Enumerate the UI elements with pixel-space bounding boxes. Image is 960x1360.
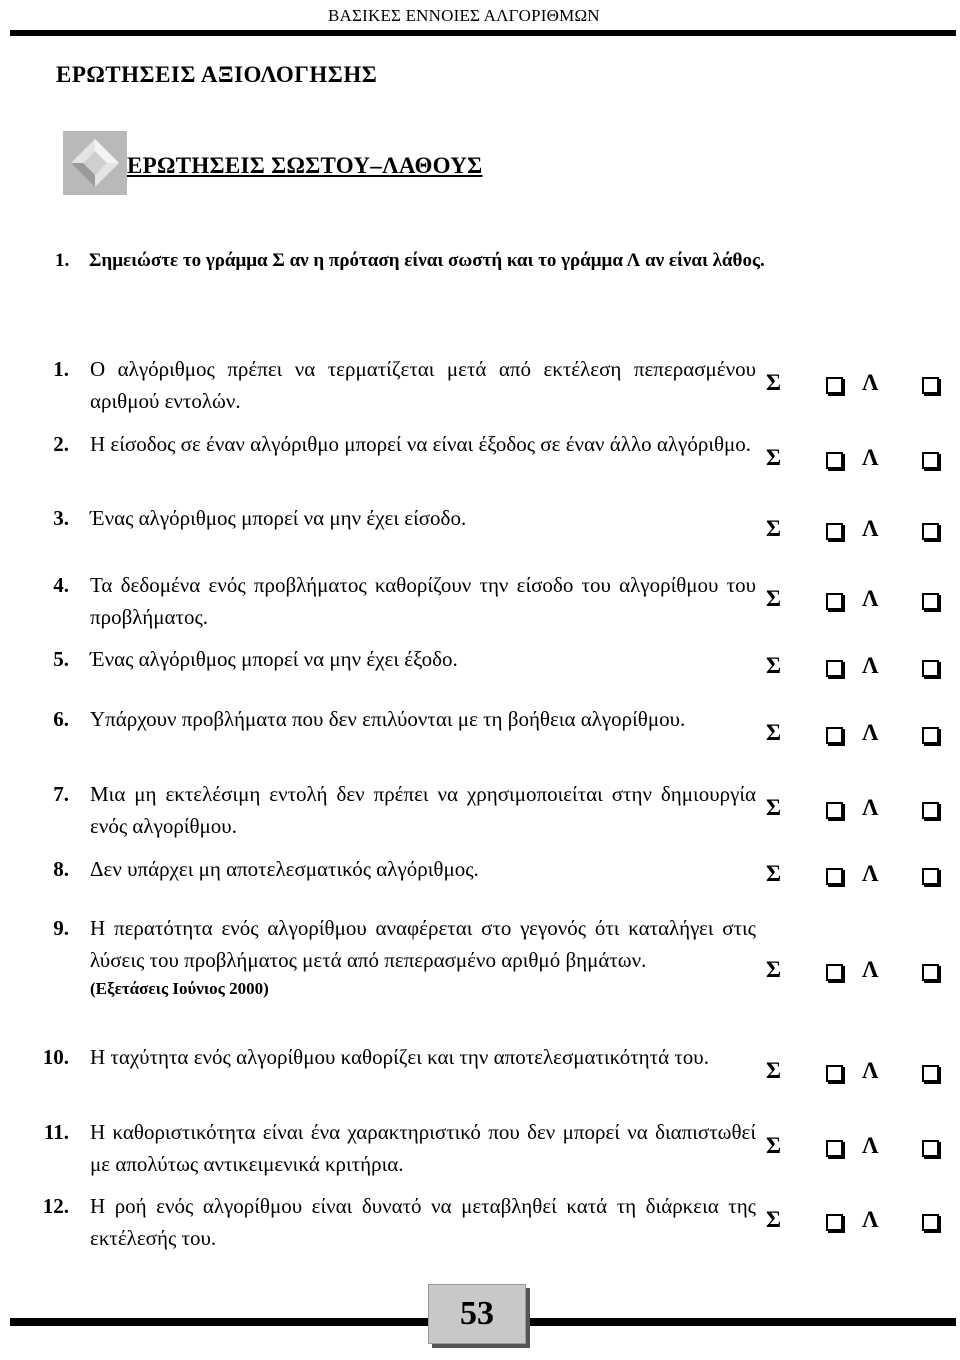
question-item xyxy=(36,502,756,534)
answer-choices xyxy=(766,445,940,475)
true-label: Σ xyxy=(766,445,782,470)
true-checkbox[interactable] xyxy=(826,727,843,744)
answer-choices xyxy=(766,516,940,546)
true-checkbox[interactable] xyxy=(826,1140,843,1157)
false-checkbox[interactable] xyxy=(922,660,939,677)
question-item xyxy=(36,569,756,633)
true-label: Σ xyxy=(766,957,782,982)
question-number: 7. xyxy=(53,782,69,806)
question-number: 1. xyxy=(53,357,69,381)
question-text: Τα δεδομένα ενός προβλήματος καθορίζουν την είσοδο του αλγορίθμου του προβλήματος. xyxy=(90,573,756,629)
true-checkbox[interactable] xyxy=(826,660,843,677)
true-label: Σ xyxy=(766,370,782,395)
question-item xyxy=(36,428,756,460)
false-checkbox[interactable] xyxy=(922,964,939,981)
diamond-icon xyxy=(63,131,127,195)
false-checkbox[interactable] xyxy=(922,593,939,610)
question-item xyxy=(36,643,756,675)
true-checkbox[interactable] xyxy=(826,377,843,394)
answer-choices xyxy=(766,1133,940,1163)
true-checkbox[interactable] xyxy=(826,868,843,885)
false-label: Λ xyxy=(862,720,879,745)
false-label: Λ xyxy=(862,516,879,541)
answer-choices xyxy=(766,861,940,891)
true-label: Σ xyxy=(766,516,782,541)
answer-choices xyxy=(766,1207,940,1237)
false-checkbox[interactable] xyxy=(922,1065,939,1082)
question-note: (Εξετάσεις Ιούνιος 2000) xyxy=(90,979,269,998)
question-number: 4. xyxy=(53,573,69,597)
true-label: Σ xyxy=(766,795,782,820)
false-checkbox[interactable] xyxy=(922,868,939,885)
question-number: 5. xyxy=(53,647,69,671)
true-checkbox[interactable] xyxy=(826,1214,843,1231)
false-label: Λ xyxy=(862,1133,879,1158)
true-label: Σ xyxy=(766,1133,782,1158)
question-item xyxy=(36,1190,756,1254)
question-number: 6. xyxy=(53,707,69,731)
true-label: Σ xyxy=(766,861,782,886)
answer-choices xyxy=(766,795,940,825)
question-number: 10. xyxy=(42,1045,69,1069)
false-checkbox[interactable] xyxy=(922,1140,939,1157)
instruction-text: Σημειώστε το γράμμα Σ αν η πρόταση είναι σωστή και το γράμμα Λ αν είναι λάθος. xyxy=(89,250,765,271)
false-label: Λ xyxy=(862,795,879,820)
question-item xyxy=(36,703,756,735)
false-label: Λ xyxy=(862,445,879,470)
false-checkbox[interactable] xyxy=(922,802,939,819)
section-title: ΕΡΩΤΗΣΕΙΣ ΑΞΙΟΛΟΓΗΣΗΣ xyxy=(56,62,378,87)
answer-choices xyxy=(766,957,940,987)
running-header: ΒΑΣΙΚΕΣ ΕΝΝΟΙΕΣ ΑΛΓΟΡΙΘΜΩΝ xyxy=(328,6,600,25)
question-text: Ένας αλγόριθμος μπορεί να μην έχει είσοδο. xyxy=(90,506,467,530)
false-checkbox[interactable] xyxy=(922,523,939,540)
question-text: Η περατότητα ενός αλγορίθμου αναφέρεται στο γεγονός ότι καταλήγει στις λύσεις του προβλήματος μετά από πεπερασμένο αριθμό βημάτων. xyxy=(90,916,756,972)
false-label: Λ xyxy=(862,1058,879,1083)
question-number: 9. xyxy=(53,916,69,940)
question-text: Η ταχύτητα ενός αλγορίθμου καθορίζει και την αποτελεσματικότητά του. xyxy=(90,1045,709,1069)
true-label: Σ xyxy=(766,653,782,678)
instruction xyxy=(55,250,765,272)
false-label: Λ xyxy=(862,861,879,886)
page-number: 53 xyxy=(428,1284,526,1344)
question-number: 8. xyxy=(53,857,69,881)
instruction-number: 1. xyxy=(55,250,70,271)
false-label: Λ xyxy=(862,586,879,611)
answer-choices xyxy=(766,720,940,750)
question-item xyxy=(36,1116,756,1180)
subsection-title: ΕΡΩΤΗΣΕΙΣ ΣΩΣΤΟΥ–ΛΑΘΟΥΣ xyxy=(127,153,483,178)
question-number: 11. xyxy=(43,1120,69,1144)
question-item xyxy=(36,912,756,1002)
question-item xyxy=(36,853,756,885)
true-label: Σ xyxy=(766,586,782,611)
question-text: Μια μη εκτελέσιμη εντολή δεν πρέπει να χρησιμοποιείται στην δημιουργία ενός αλγορίθμου. xyxy=(90,782,756,838)
false-label: Λ xyxy=(862,957,879,982)
question-text: Δεν υπάρχει μη αποτελεσματικός αλγόριθμος. xyxy=(90,857,479,881)
answer-choices xyxy=(766,653,940,683)
question-text: Υπάρχουν προβλήματα που δεν επιλύονται με τη βοήθεια αλγορίθμου. xyxy=(90,707,686,731)
false-checkbox[interactable] xyxy=(922,452,939,469)
true-checkbox[interactable] xyxy=(826,593,843,610)
question-item xyxy=(36,353,756,417)
question-number: 12. xyxy=(42,1194,69,1218)
true-checkbox[interactable] xyxy=(826,802,843,819)
question-item xyxy=(36,1041,756,1073)
question-text: Ένας αλγόριθμος μπορεί να μην έχει έξοδο. xyxy=(90,647,458,671)
question-text: Η ροή ενός αλγορίθμου είναι δυνατό να μεταβληθεί κατά τη διάρκεια της εκτέλεσής του. xyxy=(90,1194,756,1250)
false-checkbox[interactable] xyxy=(922,377,939,394)
answer-choices xyxy=(766,370,940,400)
true-label: Σ xyxy=(766,720,782,745)
true-label: Σ xyxy=(766,1207,782,1232)
question-text: Η καθοριστικότητα είναι ένα χαρακτηριστικό που δεν μπορεί να διαπιστωθεί με απολύτως αντικειμενικά κριτήρια. xyxy=(90,1120,756,1176)
false-label: Λ xyxy=(862,370,879,395)
answer-choices xyxy=(766,1058,940,1088)
false-checkbox[interactable] xyxy=(922,1214,939,1231)
question-number: 3. xyxy=(53,506,69,530)
question-number: 2. xyxy=(53,432,69,456)
answer-choices xyxy=(766,586,940,616)
top-rule xyxy=(10,30,956,36)
question-text: Ο αλγόριθμος πρέπει να τερματίζεται μετά από εκτέλεση πεπερασμένου αριθμού εντολών. xyxy=(90,357,756,413)
question-text: Η είσοδος σε έναν αλγόριθμο μπορεί να είναι έξοδος σε έναν άλλο αλγόριθμο. xyxy=(90,432,752,456)
true-checkbox[interactable] xyxy=(826,964,843,981)
true-checkbox[interactable] xyxy=(826,523,843,540)
false-label: Λ xyxy=(862,653,879,678)
question-item xyxy=(36,778,756,842)
false-checkbox[interactable] xyxy=(922,727,939,744)
true-checkbox[interactable] xyxy=(826,452,843,469)
true-checkbox[interactable] xyxy=(826,1065,843,1082)
false-label: Λ xyxy=(862,1207,879,1232)
true-label: Σ xyxy=(766,1058,782,1083)
